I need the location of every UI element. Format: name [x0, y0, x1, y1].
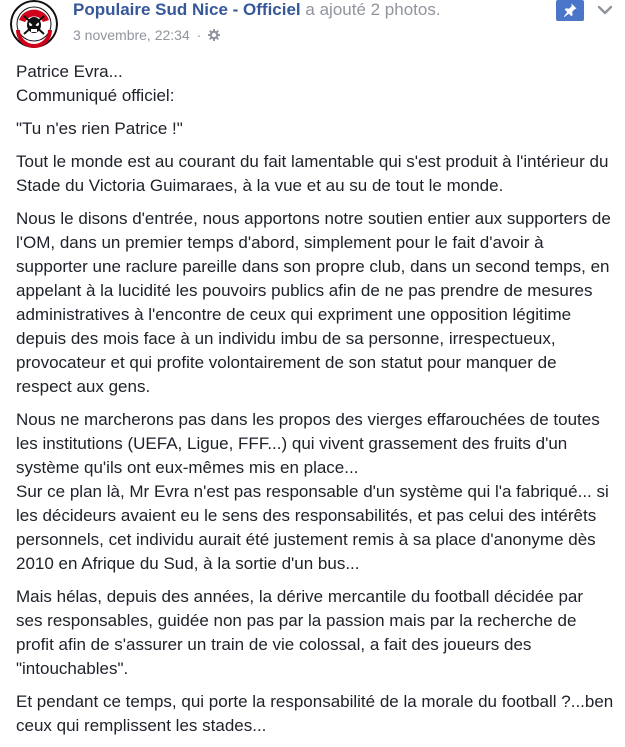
post-meta: [73, 27, 555, 43]
post-header: [0, 0, 625, 52]
pin-icon: [562, 2, 578, 18]
pin-post-button[interactable]: [556, 0, 584, 21]
post-line-systeme: Sur ce plan là, Mr Evra n'est pas responsable d'un système qui l'a fabriqué... si les décideurs avaient eu le sens des responsabilités, et pas celui des intérêts personnels, cet individu aurait été justement remis à sa place d'anonyme dès 2010 en Afrique du Sud, à la sortie d'un bus...: [16, 482, 609, 573]
page-avatar[interactable]: [10, 0, 58, 48]
page-name-link[interactable]: Populaire Sud Nice - Officiel: [73, 0, 301, 19]
post-paragraph-2: "Tu n'es rien Patrice !": [16, 119, 183, 138]
post-options-button[interactable]: [594, 2, 616, 18]
post-line-institutions: Nous ne marcherons pas dans les propos des vierges effarouchées de toutes les institutions (UEFA, Ligue, FFF...) qui vivent grassement des fruits d'un système qu'ils ont eux-mêmes mis en place...: [16, 410, 600, 477]
post-paragraph-3: Tout le monde est au courant du fait lamentable qui s'est produit à l'intérieur du Stade du Victoria Guimaraes, à la vue et au su de tout le monde.: [16, 152, 609, 195]
post-paragraph-6: Mais hélas, depuis des années, la dérive mercantile du football décidée par ses responsables, guidée non pas par la passion mais par la recherche de profit afin de s'assurer un train de vie colossal, a fait des joueurs des "intouchables".: [16, 587, 584, 678]
post-header-text: [73, 0, 555, 43]
post-title-line: [73, 0, 555, 20]
chevron-down-icon: [594, 2, 616, 18]
post-paragraph-1: [16, 60, 614, 108]
post-action-text: a ajouté 2 photos.: [305, 0, 441, 19]
populaire-sud-logo-icon: [10, 0, 58, 48]
post-timestamp[interactable]: 3 novembre, 22:34: [73, 27, 190, 43]
post-line-intro: Patrice Evra...: [16, 62, 123, 81]
post-line-communique: Communiqué officiel:: [16, 86, 175, 105]
meta-separator: ·: [196, 27, 202, 43]
post-paragraph-4: Nous le disons d'entrée, nous apportons notre soutien entier aux supporters de l'OM, dans un premier temps d'abord, simplement pour le fait d'avoir à supporter une raclure pareille dans son propre club, dans un second temps, en appelant à la lucidité les pouvoirs publics afin de ne pas prendre de mesures administratives à l'encontre de ceux qui expriment une opposition légitime depuis des mois face à un individu imbu de sa personne, irrespectueux, provocateur et qui profite volontairement de son statut pour manquer de respect aux gens.: [16, 209, 611, 396]
post-paragraph-5: [16, 408, 614, 576]
post-paragraph-7: Et pendant ce temps, qui porte la responsabilité de la morale du football ?...ben ceux qui remplissent les stades...: [16, 692, 614, 735]
post-body: [16, 60, 614, 747]
gear-icon[interactable]: [208, 28, 220, 40]
